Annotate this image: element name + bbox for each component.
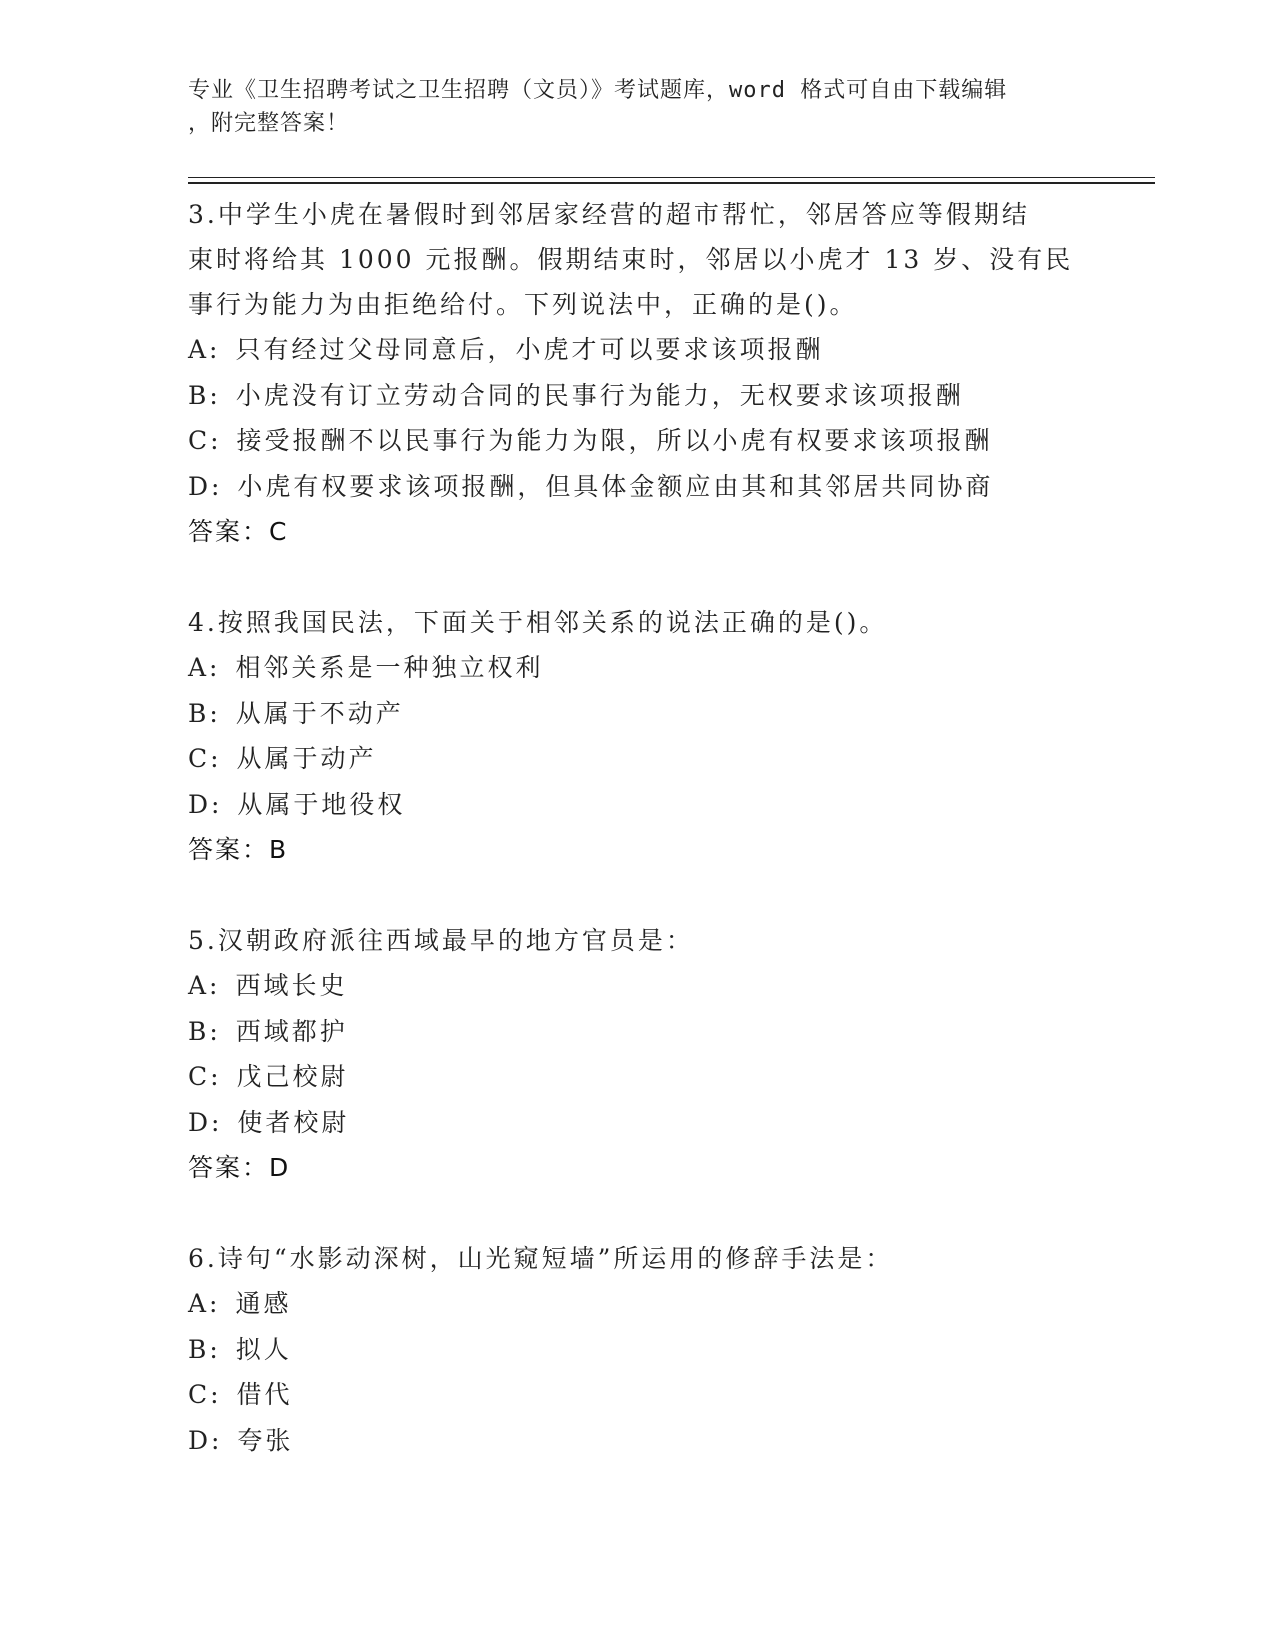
question-stem [188, 192, 1088, 327]
question-item [188, 192, 1088, 554]
option-text: 只有经过父母同意后，小虎才可以要求该项报酬 [235, 335, 824, 364]
option-a [188, 645, 1088, 691]
question-stem [188, 918, 1088, 963]
option-text: 从属于动产 [236, 744, 377, 773]
option-letter: D: [188, 1425, 223, 1455]
option-letter: C: [188, 744, 222, 773]
option-letter: B: [188, 1016, 221, 1046]
option-b [188, 1009, 1088, 1055]
option-c [188, 736, 1088, 782]
option-letter: A: [188, 1289, 221, 1318]
document-header [188, 74, 1088, 140]
option-b [188, 1327, 1088, 1373]
option-text: 戊己校尉 [236, 1062, 349, 1091]
option-d [188, 1418, 1088, 1464]
question-stem-line: 6.诗句“水影动深树，山光窥短墙”所运用的修辞手法是： [188, 1244, 894, 1273]
option-c [188, 1372, 1088, 1418]
header-divider-thick [188, 182, 1155, 184]
option-b [188, 691, 1088, 737]
question-stem-line: 5.汉朝政府派往西域最早的地方官员是： [188, 926, 694, 955]
option-text: 拟人 [235, 1334, 292, 1364]
option-text: 使者校尉 [237, 1107, 350, 1137]
option-text: 夸张 [237, 1425, 294, 1455]
option-letter: B: [188, 380, 221, 410]
question-stem-line: 束时将给其 1000 元报酬。假期结束时，邻居以小虎才 13 岁、没有民 [188, 245, 1074, 274]
option-text: 小虎有权要求该项报酬，但具体金额应由其和其邻居共同协商 [237, 471, 994, 501]
option-b [188, 373, 1088, 419]
question-stem [188, 600, 1088, 645]
answer-line: 答案：D [188, 1153, 291, 1182]
question-stem [188, 1236, 1088, 1281]
option-d [188, 1100, 1088, 1146]
option-c [188, 1054, 1088, 1100]
option-letter: B: [188, 1334, 221, 1364]
option-d [188, 464, 1088, 510]
question-item [188, 918, 1088, 1190]
option-d [188, 782, 1088, 828]
option-letter: A: [188, 971, 221, 1000]
option-text: 西域都护 [235, 1016, 348, 1046]
option-letter: A: [188, 653, 221, 682]
answer-line: 答案：B [188, 835, 289, 864]
question-item [188, 600, 1088, 872]
question-list [188, 192, 1088, 1509]
header-divider-thin [188, 177, 1155, 178]
answer-line: 答案：C [188, 517, 289, 546]
option-c [188, 418, 1088, 464]
question-stem-line: 4.按照我国民法，下面关于相邻关系的说法正确的是()。 [188, 608, 888, 637]
option-a [188, 963, 1088, 1009]
option-letter: D: [188, 789, 223, 819]
option-a [188, 327, 1088, 373]
question-stem-line: 3.中学生小虎在暑假时到邻居家经营的超市帮忙，邻居答应等假期结 [188, 200, 1030, 229]
option-text: 从属于地役权 [237, 789, 406, 819]
option-text: 西域长史 [235, 971, 348, 1000]
header-line-1: 专业《卫生招聘考试之卫生招聘（文员）》考试题库，word 格式可自由下载编辑 [188, 78, 1008, 103]
option-letter: D: [188, 471, 223, 501]
option-letter: A: [188, 335, 221, 364]
option-letter: C: [188, 1380, 222, 1409]
option-letter: D: [188, 1107, 223, 1137]
header-line-2: ，附完整答案！ [188, 111, 350, 136]
option-text: 接受报酬不以民事行为能力为限，所以小虎有权要求该项报酬 [236, 426, 993, 455]
question-stem-line: 事行为能力为由拒绝给付。下列说法中，正确的是()。 [188, 290, 858, 319]
option-letter: B: [188, 698, 221, 728]
option-text: 小虎没有订立劳动合同的民事行为能力，无权要求该项报酬 [235, 380, 964, 410]
option-letter: C: [188, 426, 222, 455]
option-text: 通感 [235, 1289, 292, 1318]
option-a [188, 1281, 1088, 1327]
option-letter: C: [188, 1062, 222, 1091]
option-text: 从属于不动产 [235, 698, 404, 728]
question-item [188, 1236, 1088, 1463]
option-text: 借代 [236, 1380, 293, 1409]
option-text: 相邻关系是一种独立权利 [235, 653, 544, 682]
